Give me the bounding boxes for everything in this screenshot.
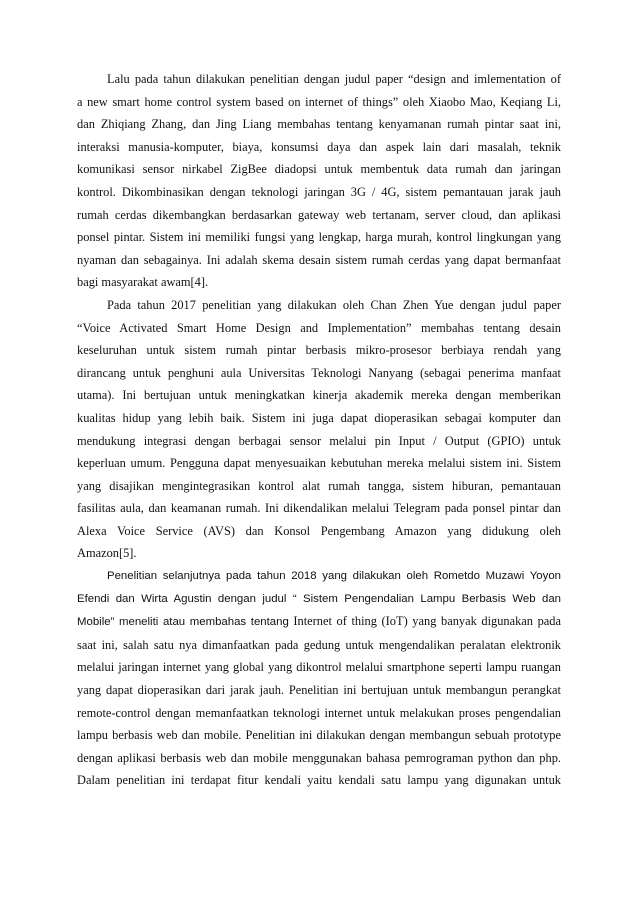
text-line: kontrol. Dikombinasikan dengan teknologi jaringan 3G / 4G, sistem pemantauan jarak jauh <box>77 184 561 199</box>
text-line: komunikasi sensor nirkabel ZigBee diadopsi untuk membentuk data rumah dan jaringan <box>77 162 561 177</box>
text-line: lampu berbasis web dan mobile. Penelitian ini dilakukan dengan membangun sebuah prototype <box>77 728 561 743</box>
text-line: remote-control dengan memanfaatkan teknologi internet untuk melakukan proses pengendalian <box>77 705 561 720</box>
text-line: yang disajikan mengintegrasikan kontrol alat rumah tangga, sistem hiburan, pemantauan <box>77 478 561 493</box>
text-line: dan Zhiqiang Zhang, dan Jing Liang membahas tentang kenyamanan rumah pintar saat ini, <box>77 117 561 132</box>
text-line: “Voice Activated Smart Home Design and Implementation” membahas tentang desain <box>77 320 561 335</box>
text-line: keperluan umum. Pengguna dapat menyesuaikan kebutuhan mereka melalui sistem ini. Sistem <box>77 456 561 471</box>
text-line: dirancang untuk penghuni aula Universitas Teknologi Nanyang (sebagai penerima manfaat <box>77 365 561 380</box>
text-line: dengan aplikasi berbasis web dan mobile menggunakan bahasa pemrograman python dan php. <box>77 750 561 765</box>
body-text <box>77 68 561 792</box>
text-line: yang dapat dioperasikan dari jarak jauh. Penelitian ini bertujuan untuk membangun perangkat <box>77 683 561 698</box>
paragraph-1 <box>77 68 561 294</box>
text-line: kualitas hidup yang lebih baik. Sistem ini juga dapat dioperasikan sebagai komputer dan <box>77 410 561 425</box>
text-line: Amazon[5]. <box>77 546 137 561</box>
paragraph-2 <box>77 294 561 565</box>
text-line: fasilitas aula, dan keamanan rumah. Ini dikendalikan melalui Telegram pada ponsel pintar dan <box>77 501 561 516</box>
text-line: Efendi dan Wirta Agustin dengan judul “ Sistem Pengendalian Lampu Berbasis Web dan <box>77 592 561 605</box>
text-line: Pada tahun 2017 penelitian yang dilakukan oleh Chan Zhen Yue dengan judul paper <box>107 297 561 312</box>
paragraph-3 <box>77 565 561 792</box>
text-line: keseluruhan untuk sistem rumah pintar berbasis mikro-prosesor berbiaya rendah yang <box>77 343 561 358</box>
text-line: interaksi manusia-komputer, biaya, konsumsi daya dan aspek lain dari masalah, teknik <box>77 139 561 154</box>
text-line-sans-part: Mobile” meneliti atau membahas tentang <box>77 616 289 629</box>
text-line-serif-part: Internet of thing (IoT) yang banyak digunakan pada <box>288 614 561 629</box>
text-line <box>77 610 561 634</box>
text-line: mendukung integrasi dengan berbagai sensor melalui pin Input / Output (GPIO) untuk <box>77 433 561 448</box>
text-line: saat ini, salah satu nya dimanfaatkan pada gedung untuk mengendalikan peralatan elektronik <box>77 637 561 652</box>
text-line: bagi masyarakat awam[4]. <box>77 275 209 290</box>
text-line: Dalam penelitian ini terdapat fitur kendali yaitu kendali satu lampu yang digunakan untuk <box>77 773 561 788</box>
text-line: Alexa Voice Service (AVS) dan Konsol Pengembang Amazon yang didukung oleh <box>77 523 561 538</box>
text-line: ponsel pintar. Sistem ini memiliki fungsi yang lengkap, harga murah, kontrol lingkungan yang <box>77 230 561 245</box>
text-line: utama). Ini bertujuan untuk meningkatkan kinerja akademik mereka dengan memberikan <box>77 388 561 403</box>
text-line: nyaman dan sebagainya. Ini adalah skema desain sistem rumah cerdas yang dapat bermanfaat <box>77 252 561 267</box>
text-line: melalui jaringan internet yang global yang dikontrol melalui smartphone seperti lampu ruangan <box>77 660 561 675</box>
text-line: a new smart home control system based on internet of things” oleh Xiaobo Mao, Keqiang Li, <box>77 94 561 109</box>
text-line: Lalu pada tahun dilakukan penelitian dengan judul paper “design and imlementation of <box>107 72 561 86</box>
text-line: Penelitian selanjutnya pada tahun 2018 yang dilakukan oleh Rometdo Muzawi Yoyon <box>107 570 561 583</box>
text-line: rumah cerdas dikembangkan berdasarkan gateway web tertanam, server cloud, dan aplikasi <box>77 207 561 222</box>
